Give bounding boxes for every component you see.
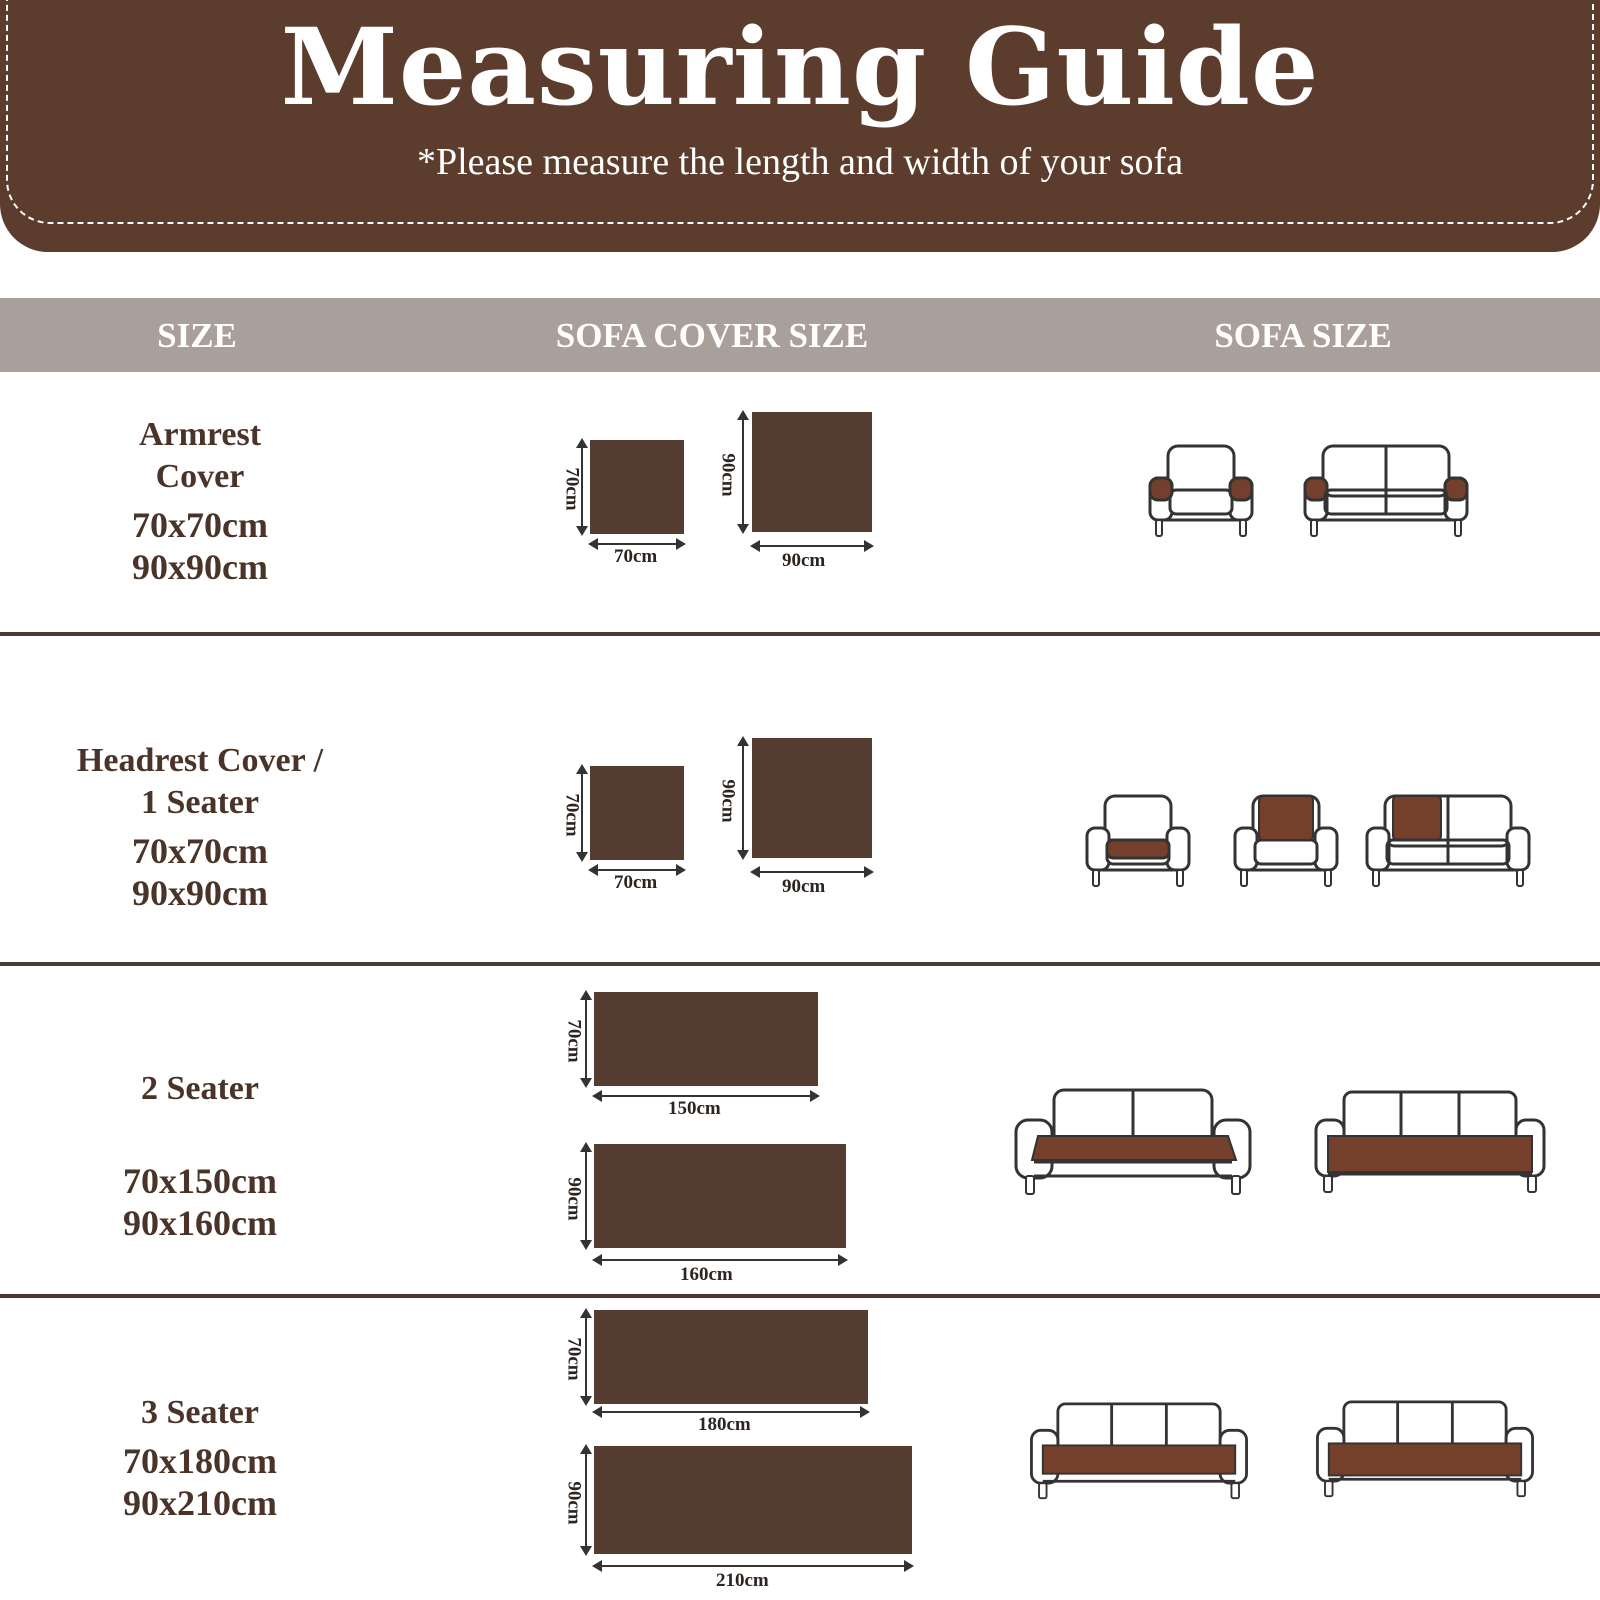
title-banner (0, 0, 1600, 252)
row-title-line: 2 Seater (140, 1070, 259, 1107)
cover-width-label: 90cm (782, 550, 826, 571)
three-seater-icon (1312, 1400, 1538, 1500)
row-title-line: Armrest (138, 416, 262, 453)
row-divider (0, 962, 1600, 966)
row-size: 90x90cm (132, 547, 268, 587)
row-label-2-seater (0, 1068, 400, 1244)
cover-rect (752, 738, 872, 858)
table-header (0, 298, 1600, 372)
loveseat-headrest-icon (1362, 790, 1534, 890)
page-title: Measuring Guide (280, 4, 1320, 129)
three-seater-icon (1314, 1090, 1546, 1196)
cover-height-label: 70cm (561, 467, 583, 511)
cover-width-label: 210cm (716, 1570, 769, 1591)
armchair-armrest-icon (1145, 440, 1257, 540)
row-size: 70x70cm (132, 831, 268, 871)
dimension-arrow (737, 738, 749, 858)
row-size: 90x90cm (132, 873, 268, 913)
cover-rect (590, 440, 684, 534)
row-label-headrest (0, 740, 400, 914)
cover-rect (752, 412, 872, 532)
cover-width-label: 90cm (782, 876, 826, 897)
cover-height-label: 90cm (563, 1481, 585, 1525)
header-sofa-size: SOFA SIZE (1214, 316, 1392, 355)
three-seater-icon (1026, 1402, 1252, 1502)
cover-width-label: 160cm (680, 1264, 733, 1285)
cover-width-label: 150cm (668, 1098, 721, 1119)
row-title-line: Headrest Cover / (76, 742, 324, 779)
cover-height-label: 90cm (717, 779, 739, 823)
row-title-line: Cover (155, 458, 245, 495)
row-divider (0, 1294, 1600, 1298)
cover-rect (594, 1446, 912, 1554)
loveseat-armrest-icon (1300, 440, 1472, 540)
cover-height-label: 90cm (563, 1177, 585, 1221)
row-size: 70x70cm (132, 505, 268, 545)
cover-rect (594, 1144, 846, 1248)
cover-height-label: 70cm (561, 793, 583, 837)
row-size: 90x210cm (123, 1483, 277, 1523)
row-title-line: 3 Seater (140, 1394, 259, 1431)
row-size: 90x160cm (123, 1203, 277, 1243)
armchair-seat-icon (1082, 790, 1194, 890)
cover-rect (590, 766, 684, 860)
cover-width-label: 70cm (614, 546, 658, 567)
row-label-3-seater (0, 1392, 400, 1524)
cover-width-label: 180cm (698, 1414, 751, 1435)
cover-width-label: 70cm (614, 872, 658, 893)
page-subtitle: *Please measure the length and width of your sofa (416, 141, 1184, 183)
cover-height-label: 70cm (563, 1019, 585, 1063)
cover-rect (594, 1310, 868, 1404)
row-divider (0, 632, 1600, 636)
cover-height-label: 70cm (563, 1337, 585, 1381)
header-size: SIZE (157, 316, 237, 355)
header-cover-size: SOFA COVER SIZE (555, 316, 869, 355)
row-size: 70x180cm (123, 1441, 277, 1481)
cover-rect (594, 992, 818, 1086)
row-title-line: 1 Seater (140, 784, 259, 821)
cover-height-label: 90cm (717, 453, 739, 497)
armchair-headrest-icon (1230, 790, 1342, 890)
two-seater-icon (1014, 1088, 1252, 1198)
dimension-arrow (737, 412, 749, 532)
row-size: 70x150cm (123, 1161, 277, 1201)
row-label-armrest (0, 414, 400, 588)
